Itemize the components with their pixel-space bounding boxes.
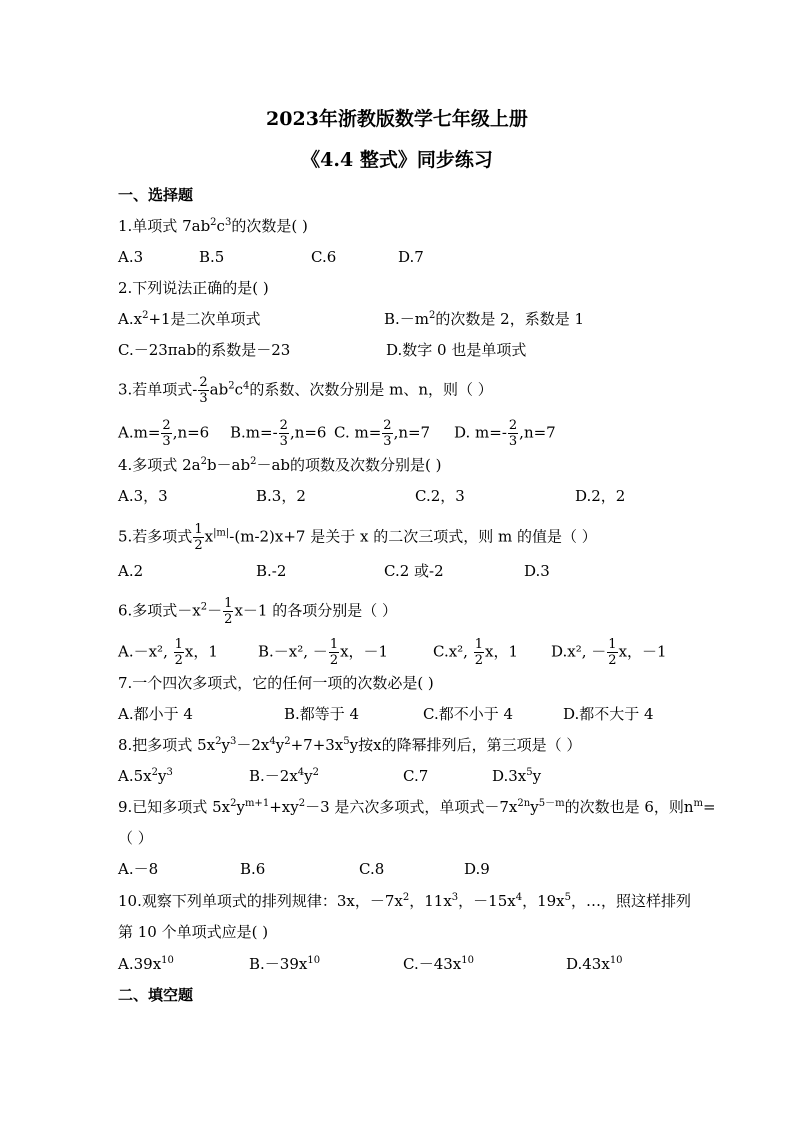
q6-option-c: C.x², $\frac{1}{2}$ x，1 bbox=[433, 637, 519, 668]
question-4: 4.多项式 $2a^2b-ab^2-ab$的项数及次数分别是( ) bbox=[118, 456, 442, 474]
q1-option-a: A.3 bbox=[118, 248, 144, 266]
question-7: 7.一个四次多项式，它的任何一项的次数必是( ) bbox=[118, 674, 434, 692]
q5-option-a: A.2 bbox=[118, 562, 144, 580]
q6-option-d: D.x², － $\frac{1}{2}$ x，－1 bbox=[551, 637, 667, 668]
q1-option-d: D.7 bbox=[398, 248, 424, 266]
question-3: 3.若单项式- $\frac{2}{3}$ $ab^2c^4$的系数、次数分别是 m、n，则（ ） bbox=[118, 375, 493, 406]
q5-option-c: C.2 或-2 bbox=[384, 562, 444, 580]
q10-option-b: $B.-39x^{10}$ bbox=[249, 955, 321, 973]
question-9-blank: （ ） bbox=[118, 829, 153, 847]
q2-option-b: $B.-m^2$的次数是 2，系数是 1 bbox=[384, 310, 585, 328]
q3-option-c: C. m= $\frac{2}{3}$ ,n=7 bbox=[334, 418, 431, 449]
q3-option-a: A.m= $\frac{2}{3}$ ,n=6 bbox=[118, 418, 210, 449]
q9-option-b: B.6 bbox=[240, 860, 266, 878]
q9-option-c: C.8 bbox=[359, 860, 385, 878]
q8-option-a: $A.5x^2y^3$ bbox=[118, 767, 173, 785]
section-heading-fill-in: 二、填空题 bbox=[118, 986, 194, 1004]
q4-option-d: D.2，2 bbox=[575, 487, 626, 505]
document-title: 2023年浙教版数学七年级上册 bbox=[266, 108, 528, 130]
question-5: 5.若多项式 $\frac{1}{2}$ $x^{|m|}-(m-2)x+7$ 是关于 x 的二次三项式，则 m 的值是（ ） bbox=[118, 522, 597, 553]
q8-option-c: C.7 bbox=[403, 767, 429, 785]
q9-option-a: A.－8 bbox=[118, 860, 159, 878]
q7-option-a: A.都小于 4 bbox=[118, 705, 193, 723]
q7-option-d: D.都不大于 4 bbox=[563, 705, 654, 723]
q7-option-c: C.都不小于 4 bbox=[423, 705, 514, 723]
question-1: 1.单项式 $7ab^2c^3$的次数是( ) bbox=[118, 217, 308, 235]
q7-option-b: B.都等于 4 bbox=[284, 705, 360, 723]
q8-option-d: $D.3x^5y$ bbox=[492, 767, 542, 785]
section-heading-choice: 一、选择题 bbox=[118, 186, 194, 204]
q5-option-b: B.-2 bbox=[256, 562, 287, 580]
q4-option-c: C.2，3 bbox=[415, 487, 465, 505]
question-10-cont: 第 10 个单项式应是( ) bbox=[118, 923, 269, 941]
q2-option-d: D.数字 0 也是单项式 bbox=[386, 341, 527, 359]
q5-option-d: D.3 bbox=[524, 562, 550, 580]
question-9: 9.已知多项式 $5x^2y^{m+1}+xy^2-3$ 是六次多项式，单项式$-7x^{2n}y^{5-m}$的次数也是 6，则$n^m=$ bbox=[118, 798, 716, 816]
q10-option-a: $A.39x^{10}$ bbox=[118, 955, 174, 973]
question-8: 8.把多项式 $5x^2y^3-2x^4y^2+7+3x^5y$按x的降幂排列后，第三项是（ ） bbox=[118, 736, 582, 754]
q2-option-a: $A.x^2+1$是二次单项式 bbox=[118, 310, 261, 328]
q10-option-d: $D.43x^{10}$ bbox=[566, 955, 623, 973]
q2-option-c: C.－23πab的系数是－23 bbox=[118, 341, 291, 359]
q3-option-d: D. m=- $\frac{2}{3}$ ,n=7 bbox=[454, 418, 556, 449]
q3-option-b: B.m=- $\frac{2}{3}$ ,n=6 bbox=[230, 418, 327, 449]
q6-option-b: B.－x², － $\frac{1}{2}$ x，－1 bbox=[258, 637, 389, 668]
q6-option-a: A.－x², $\frac{1}{2}$ x，1 bbox=[118, 637, 218, 668]
question-2: 2.下列说法正确的是( ) bbox=[118, 279, 269, 297]
document-subtitle: 《4.4 整式》同步练习 bbox=[301, 149, 493, 171]
fraction: $\frac{2}{3}$ bbox=[199, 375, 208, 406]
q9-option-d: D.9 bbox=[464, 860, 490, 878]
q10-option-c: $C.-43x^{10}$ bbox=[403, 955, 474, 973]
q4-option-b: B.3，2 bbox=[256, 487, 306, 505]
q1-option-c: C.6 bbox=[311, 248, 337, 266]
question-10: 10.观察下列单项式的排列规律：3x，$-7x^2$，$11x^3$，$-15x^4$，$19x^5$，…，照这样排列 bbox=[118, 892, 692, 910]
q4-option-a: A.3，3 bbox=[118, 487, 168, 505]
q8-option-b: $B.-2x^4y^2$ bbox=[249, 767, 320, 785]
q1-option-b: B.5 bbox=[199, 248, 225, 266]
question-6: 6.多项式$-x^2-$ $\frac{1}{2}$ x－1 的各项分别是（ ） bbox=[118, 596, 397, 627]
